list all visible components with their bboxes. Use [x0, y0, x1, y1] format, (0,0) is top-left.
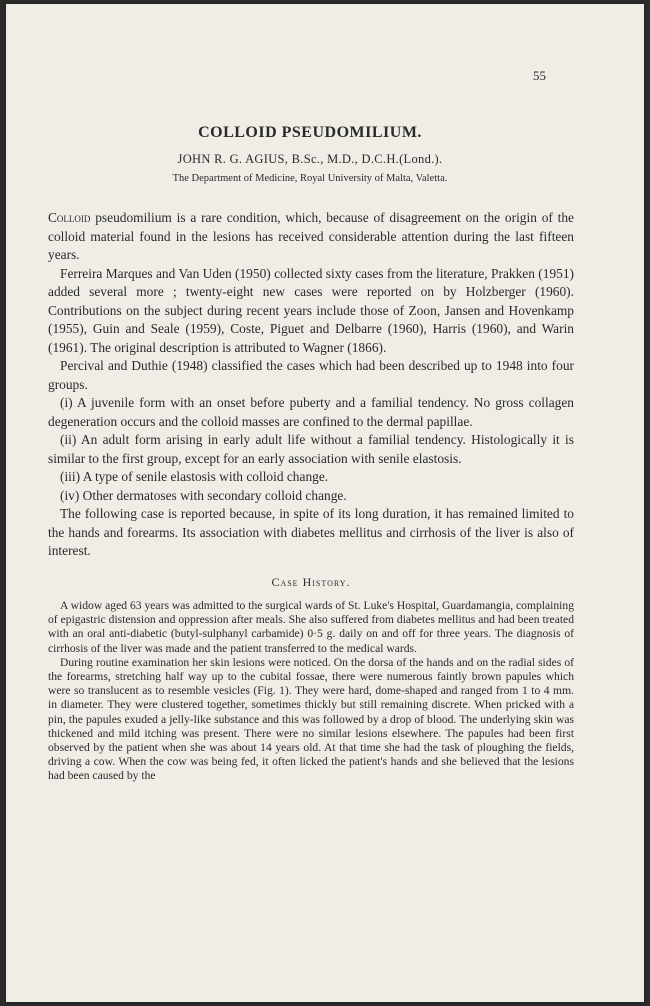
section-title: Case History.: [271, 574, 351, 589]
affiliation-line: The Department of Medicine, Royal University of Malta, Valetta.: [172, 173, 448, 184]
case-paragraph: A widow aged 63 years was admitted to the surgical wards of St. Luke's Hospital, Guardamangia, complaining of epigastric distension and oppression after meals. She also suffered from diabetes mellitus and had been treated with an oral anti-diabetic (butyl-sulphanyl carbamide) 0·5 g. daily on and off for three years. The diagnosis of cirrhosis of the liver was made and the patient transferred to the medical wards.: [48, 599, 574, 655]
page: [6, 4, 644, 1002]
page-number: 55: [533, 68, 546, 83]
intro-lead-word: Colloid: [48, 210, 91, 225]
article-body: [48, 209, 574, 784]
article-header: [46, 124, 574, 184]
paragraph: (iv) Other dermatoses with secondary colloid change.: [60, 487, 347, 503]
paragraph: (ii) An adult form arising in early adult life without a familial tendency. Histologically it is similar to the first group, except for an early association with senile elastosis.: [48, 432, 574, 466]
case-paragraph: During routine examination her skin lesions were noticed. On the dorsa of the hands and on the radial sides of the forearms, stretching half way up to the cubital fossae, there were numerous faintly brown papules which were so translucent as to resemble vesicles (Fig. 1). They were hard, dome-shaped and ranged from 1 to 4 mm. in diameter. They were clustered together, sometimes thickly but still remaining discrete. When pricked with a pin, the papules exuded a jelly-like substance and this was followed by a drop of blood. The underlying skin was thickened and mild itching was present. There were no similar lesions elsewhere. The papules had been first observed by the patient when she was about 14 years old. At that time she had the task of ploughing the fields, driving a cow. When the cow was being fed, it often licked the patient's hands and she believed that the lesions had been caused by the: [48, 655, 574, 783]
paragraph: (iii) A type of senile elastosis with colloid change.: [60, 469, 329, 484]
paragraph: Ferreira Marques and Van Uden (1950) collected sixty cases from the literature, Prakken (1951) added several more ; twenty-eight new cases were reported on by Holzberger (1960). Contributions on the subject during recent years include those of Zoon, Jansen and Hovenkamp (1955), Guin and Seale (1959), Coste, Piguet and Delbarre (1960), Harris (1960), and Warin (1961). The original description is attributed to Wagner (1866).: [48, 265, 574, 355]
author-line: JOHN R. G. AGIUS, B.Sc., M.D., D.C.H.(Lond.).: [177, 152, 443, 166]
paragraph: (i) A juvenile form with an onset before puberty and a familial tendency. No gross collagen degeneration occurs and the colloid masses are confined to the dermal papillae.: [48, 395, 574, 429]
paragraph: Percival and Duthie (1948) classified the cases which had been described up to 1948 into four groups.: [48, 358, 574, 392]
article-title: COLLOID PSEUDOMILIUM.: [198, 124, 422, 141]
intro-text: pseudomilium is a rare condition, which, because of disagreement on the origin of the colloid material found in the lesions has received considerable attention during the last fifteen years.: [48, 210, 574, 262]
paragraph-intro: [48, 209, 574, 265]
paragraph: The following case is reported because, in spite of its long duration, it has remained limited to the hands and forearms. Its association with diabetes mellitus and cirrhosis of the liver is also of interest.: [48, 506, 574, 558]
